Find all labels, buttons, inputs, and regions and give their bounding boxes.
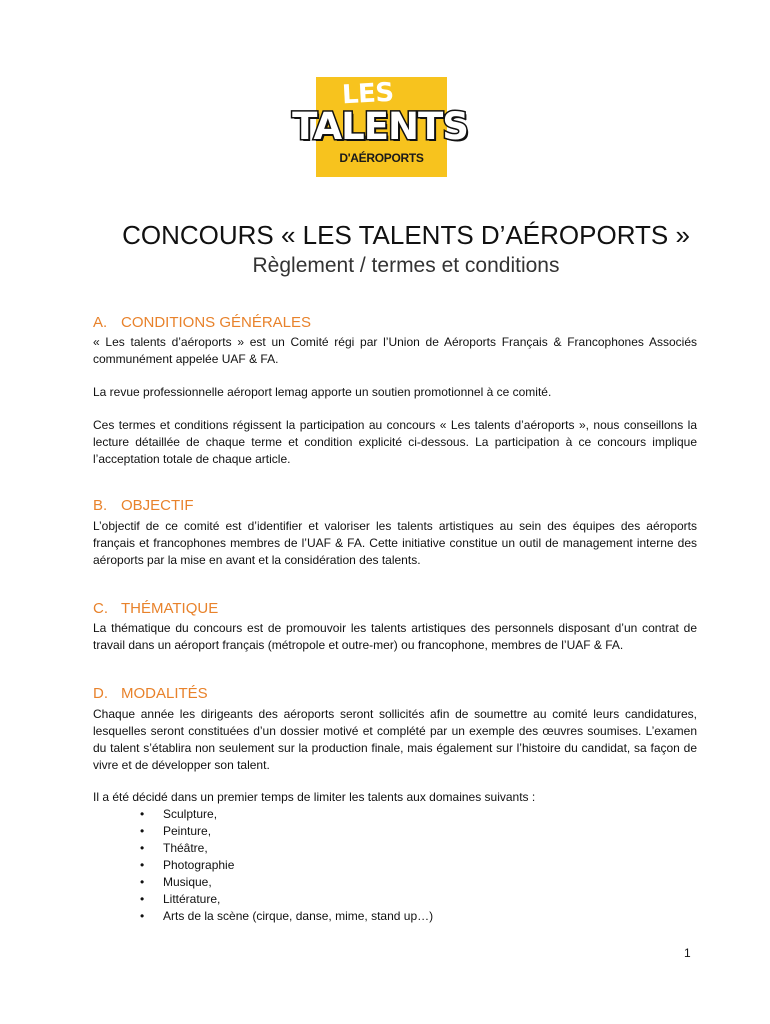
logo-line2: TALENTS [292, 105, 468, 148]
document-subtitle: Règlement / termes et conditions [252, 254, 560, 277]
list-item: • Sculpture, [140, 807, 218, 821]
bullet-icon: • [140, 841, 145, 855]
list-item: • Musique, [140, 875, 212, 889]
section-d-letter: D. [93, 685, 108, 702]
section-a-paragraph-2: La revue professionnelle aéroport lemag apporte un soutien promotionnel à ce comité. [93, 385, 552, 399]
section-c-heading [93, 599, 218, 619]
bullet-icon: • [140, 824, 145, 838]
talents-logo [292, 77, 468, 177]
page-number: 1 [684, 946, 691, 960]
list-item: • Littérature, [140, 892, 221, 906]
logo-line3: D'AÉROPORTS [339, 151, 424, 165]
bullet-icon: • [140, 858, 145, 872]
section-b-letter: B. [93, 497, 108, 514]
bullet-icon: • [140, 875, 145, 889]
section-d-paragraph-1: Chaque année les dirigeants des aéroports seront sollicités afin de soumettre au comité leurs candidatures, lesquelles seront constituées d’un dossier motivé et complété par un exemple des œuvres soumises. L’examen du talent s’établira non seulement sur la production finale, mais également sur l’histoire du candidat, sa façon de vivre et de développer son talent. [93, 707, 697, 772]
section-a-title: CONDITIONS GÉNÉRALES [121, 314, 312, 331]
document-title: CONCOURS « LES TALENTS D’AÉROPORTS » [122, 220, 690, 250]
section-d-heading [93, 684, 208, 704]
section-c-paragraph-1: La thématique du concours est de promouvoir les talents artistiques des personnels disposant d’un contrat de travail dans un aéroport français (métropole et outre-mer) ou francophone, membres de l’UAF & FA. [93, 621, 697, 652]
section-c-letter: C. [93, 600, 108, 617]
section-a-paragraph-1: « Les talents d’aéroports » est un Comité régi par l’Union de Aéroports Français & Francophones Associés communément appelée UAF & FA. [93, 335, 697, 366]
domains-list [93, 806, 433, 925]
section-b-title: OBJECTIF [121, 497, 194, 514]
section-a-letter: A. [93, 314, 108, 331]
bullet-icon: • [140, 807, 145, 821]
list-item: • Photographie [140, 858, 235, 872]
section-b-paragraph-1: L’objectif de ce comité est d’identifier et valoriser les talents artistiques au sein des équipes des aéroports français et francophones membres de l’UAF & FA. Cette initiative constitue un outil de management interne des aéroports par la mise en avant et la considération des talents. [93, 519, 697, 567]
list-item: • Théâtre, [140, 841, 208, 855]
section-a-paragraph-3: Ces termes et conditions régissent la participation au concours « Les talents d’aéroports », nous conseillons la lecture détaillée de chaque terme et condition explicité ci-dessous. La participation à ce concours implique l’acceptation totale de chaque article. [93, 418, 697, 466]
section-c-title: THÉMATIQUE [121, 600, 219, 617]
section-a-heading [93, 313, 311, 333]
list-item: • Peinture, [140, 824, 212, 838]
bullet-icon: • [140, 909, 145, 923]
section-b-heading [93, 496, 194, 516]
list-item: • Arts de la scène (cirque, danse, mime, stand up…) [140, 909, 434, 923]
section-d-title: MODALITÉS [121, 685, 208, 702]
bullet-icon: • [140, 892, 145, 906]
section-d-paragraph-2: Il a été décidé dans un premier temps de limiter les talents aux domaines suivants : [93, 790, 536, 804]
logo-line1: LES [341, 77, 395, 111]
